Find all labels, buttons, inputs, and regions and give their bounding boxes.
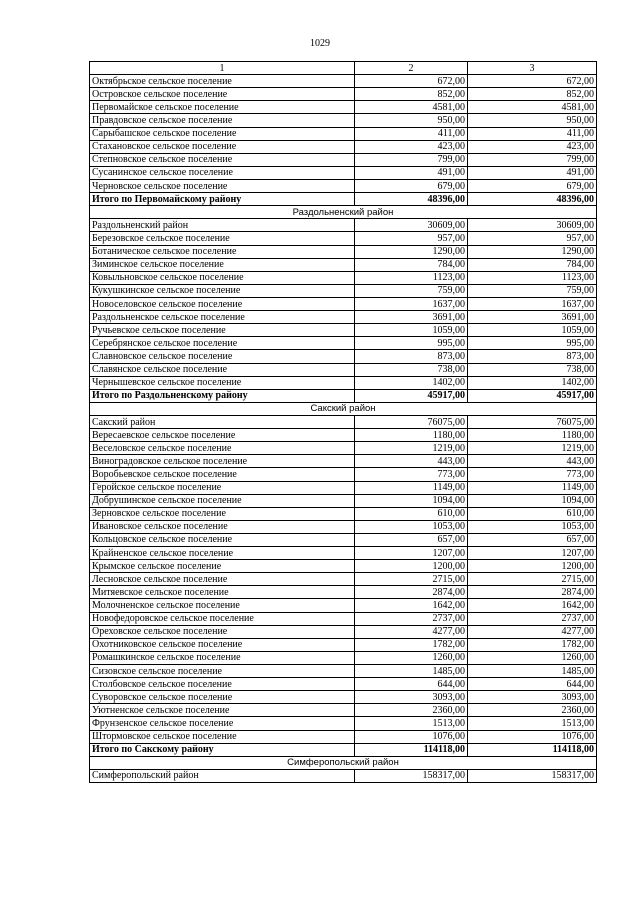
value-col-3: 3093,00 <box>468 691 597 704</box>
settlement-name: Кукушкинское сельское поселение <box>90 284 355 297</box>
settlement-name: Серебрянское сельское поселение <box>90 337 355 350</box>
table-row <box>90 311 597 324</box>
value-col-3: 852,00 <box>468 88 597 101</box>
settlement-name: Островское сельское поселение <box>90 88 355 101</box>
table-row <box>90 271 597 284</box>
value-col-2: 1260,00 <box>355 651 468 664</box>
value-col-2: 679,00 <box>355 179 468 192</box>
section-title: Симферопольский район <box>90 756 597 769</box>
settlement-name: Зиминское сельское поселение <box>90 258 355 271</box>
settlement-name: Ореховское сельское поселение <box>90 625 355 638</box>
section-header-row <box>90 206 597 219</box>
value-col-2: 873,00 <box>355 350 468 363</box>
value-col-3: 1094,00 <box>468 494 597 507</box>
value-col-3: 873,00 <box>468 350 597 363</box>
column-header: 3 <box>468 62 597 75</box>
table-row <box>90 468 597 481</box>
settlement-name: Ковыльновское сельское поселение <box>90 271 355 284</box>
table-row <box>90 140 597 153</box>
settlement-name: Вересаевское сельское поселение <box>90 429 355 442</box>
total-label: Итого по Первомайскому району <box>90 193 355 206</box>
value-col-3: 679,00 <box>468 179 597 192</box>
value-col-2: 773,00 <box>355 468 468 481</box>
value-col-2: 2874,00 <box>355 586 468 599</box>
settlement-name: Столбовское сельское поселение <box>90 678 355 691</box>
table-row <box>90 507 597 520</box>
settlement-name: Славянское сельское поселение <box>90 363 355 376</box>
total-value-col-3: 114118,00 <box>468 743 597 756</box>
value-col-3: 1637,00 <box>468 297 597 310</box>
column-header: 1 <box>90 62 355 75</box>
table-row <box>90 612 597 625</box>
table-row <box>90 717 597 730</box>
settlement-name: Раздольненское сельское поселение <box>90 311 355 324</box>
section-title: Сакский район <box>90 402 597 415</box>
value-col-2: 1485,00 <box>355 665 468 678</box>
value-col-2: 799,00 <box>355 153 468 166</box>
value-col-2: 610,00 <box>355 507 468 520</box>
value-col-3: 30609,00 <box>468 219 597 232</box>
value-col-3: 1053,00 <box>468 520 597 533</box>
table-row <box>90 297 597 310</box>
table-row <box>90 101 597 114</box>
value-col-2: 1637,00 <box>355 297 468 310</box>
table-row <box>90 179 597 192</box>
table-row <box>90 153 597 166</box>
settlement-name: Новофедоровское сельское поселение <box>90 612 355 625</box>
budget-table <box>89 61 597 783</box>
value-col-3: 2715,00 <box>468 573 597 586</box>
value-col-2: 1290,00 <box>355 245 468 258</box>
value-col-2: 852,00 <box>355 88 468 101</box>
value-col-2: 657,00 <box>355 533 468 546</box>
value-col-2: 1076,00 <box>355 730 468 743</box>
value-col-2: 3691,00 <box>355 311 468 324</box>
value-col-3: 799,00 <box>468 153 597 166</box>
settlement-name: Кольцовское сельское поселение <box>90 533 355 546</box>
section-header-row <box>90 402 597 415</box>
settlement-name: Чернышевское сельское поселение <box>90 376 355 389</box>
total-value-col-2: 45917,00 <box>355 389 468 402</box>
settlement-name: Воробьевское сельское поселение <box>90 468 355 481</box>
total-value-col-3: 45917,00 <box>468 389 597 402</box>
settlement-name: Виноградовское сельское поселение <box>90 455 355 468</box>
settlement-name: Симферопольский район <box>90 769 355 782</box>
value-col-3: 1200,00 <box>468 560 597 573</box>
table-row <box>90 442 597 455</box>
value-col-2: 411,00 <box>355 127 468 140</box>
page-number: 1029 <box>310 38 330 49</box>
value-col-2: 3093,00 <box>355 691 468 704</box>
value-col-2: 672,00 <box>355 75 468 88</box>
value-col-3: 1180,00 <box>468 429 597 442</box>
table-row <box>90 245 597 258</box>
value-col-3: 1513,00 <box>468 717 597 730</box>
settlement-name: Ромашкинское сельское поселение <box>90 651 355 664</box>
table-row <box>90 284 597 297</box>
settlement-name: Раздольненский район <box>90 219 355 232</box>
value-col-2: 491,00 <box>355 166 468 179</box>
table-row <box>90 560 597 573</box>
table-row <box>90 363 597 376</box>
value-col-2: 784,00 <box>355 258 468 271</box>
table-row <box>90 769 597 782</box>
value-col-3: 2737,00 <box>468 612 597 625</box>
table-row <box>90 586 597 599</box>
value-col-3: 1149,00 <box>468 481 597 494</box>
section-header-row <box>90 756 597 769</box>
table-row <box>90 625 597 638</box>
value-col-2: 759,00 <box>355 284 468 297</box>
table-row <box>90 730 597 743</box>
table-row <box>90 481 597 494</box>
table-row <box>90 88 597 101</box>
value-col-3: 1485,00 <box>468 665 597 678</box>
settlement-name: Новоселовское сельское поселение <box>90 297 355 310</box>
value-col-2: 995,00 <box>355 337 468 350</box>
value-col-3: 773,00 <box>468 468 597 481</box>
column-header-row <box>90 62 597 75</box>
settlement-name: Березовское сельское поселение <box>90 232 355 245</box>
value-col-2: 738,00 <box>355 363 468 376</box>
table-row <box>90 324 597 337</box>
settlement-name: Сусанинское сельское поселение <box>90 166 355 179</box>
settlement-name: Ручьевское сельское поселение <box>90 324 355 337</box>
table-row <box>90 350 597 363</box>
table-body <box>90 62 597 783</box>
table-row <box>90 547 597 560</box>
table-row <box>90 533 597 546</box>
table-row <box>90 376 597 389</box>
settlement-name: Лесновское сельское поселение <box>90 573 355 586</box>
table-row <box>90 258 597 271</box>
settlement-name: Сакский район <box>90 415 355 428</box>
table-row <box>90 520 597 533</box>
value-col-2: 158317,00 <box>355 769 468 782</box>
value-col-3: 4581,00 <box>468 101 597 114</box>
table-row <box>90 75 597 88</box>
value-col-3: 1782,00 <box>468 638 597 651</box>
value-col-3: 1219,00 <box>468 442 597 455</box>
total-label: Итого по Раздольненскому району <box>90 389 355 402</box>
value-col-2: 644,00 <box>355 678 468 691</box>
settlement-name: Октябрьское сельское поселение <box>90 75 355 88</box>
table-row <box>90 232 597 245</box>
value-col-2: 1149,00 <box>355 481 468 494</box>
value-col-3: 644,00 <box>468 678 597 691</box>
value-col-2: 423,00 <box>355 140 468 153</box>
value-col-3: 738,00 <box>468 363 597 376</box>
value-col-3: 1059,00 <box>468 324 597 337</box>
value-col-2: 957,00 <box>355 232 468 245</box>
value-col-3: 1076,00 <box>468 730 597 743</box>
value-col-2: 1402,00 <box>355 376 468 389</box>
value-col-2: 1207,00 <box>355 547 468 560</box>
settlement-name: Крайненское сельское поселение <box>90 547 355 560</box>
value-col-3: 995,00 <box>468 337 597 350</box>
value-col-3: 1207,00 <box>468 547 597 560</box>
table-row <box>90 429 597 442</box>
total-value-col-2: 48396,00 <box>355 193 468 206</box>
value-col-3: 672,00 <box>468 75 597 88</box>
value-col-2: 1782,00 <box>355 638 468 651</box>
value-col-3: 759,00 <box>468 284 597 297</box>
settlement-name: Крымское сельское поселение <box>90 560 355 573</box>
value-col-3: 610,00 <box>468 507 597 520</box>
value-col-2: 2715,00 <box>355 573 468 586</box>
settlement-name: Митяевское сельское поселение <box>90 586 355 599</box>
value-col-2: 443,00 <box>355 455 468 468</box>
value-col-3: 491,00 <box>468 166 597 179</box>
table-row <box>90 651 597 664</box>
value-col-2: 2737,00 <box>355 612 468 625</box>
value-col-2: 1200,00 <box>355 560 468 573</box>
settlement-name: Уютненское сельское поселение <box>90 704 355 717</box>
settlement-name: Фрунзенское сельское поселение <box>90 717 355 730</box>
table-row <box>90 455 597 468</box>
settlement-name: Славновское сельское поселение <box>90 350 355 363</box>
value-col-3: 4277,00 <box>468 625 597 638</box>
value-col-2: 4277,00 <box>355 625 468 638</box>
settlement-name: Зерновское сельское поселение <box>90 507 355 520</box>
settlement-name: Стахановское сельское поселение <box>90 140 355 153</box>
table-row <box>90 337 597 350</box>
value-col-3: 1402,00 <box>468 376 597 389</box>
value-col-2: 1219,00 <box>355 442 468 455</box>
value-col-3: 3691,00 <box>468 311 597 324</box>
column-header: 2 <box>355 62 468 75</box>
table-row <box>90 691 597 704</box>
table-row <box>90 127 597 140</box>
value-col-3: 411,00 <box>468 127 597 140</box>
settlement-name: Черновское сельское поселение <box>90 179 355 192</box>
settlement-name: Сизовское сельское поселение <box>90 665 355 678</box>
table-row <box>90 415 597 428</box>
table-row <box>90 219 597 232</box>
value-col-2: 1180,00 <box>355 429 468 442</box>
settlement-name: Правдовское сельское поселение <box>90 114 355 127</box>
settlement-name: Геройское сельское поселение <box>90 481 355 494</box>
table-row <box>90 166 597 179</box>
settlement-name: Первомайское сельское поселение <box>90 101 355 114</box>
table-row <box>90 678 597 691</box>
value-col-2: 1642,00 <box>355 599 468 612</box>
total-row <box>90 389 597 402</box>
value-col-3: 423,00 <box>468 140 597 153</box>
total-value-col-2: 114118,00 <box>355 743 468 756</box>
settlement-name: Добрушинское сельское поселение <box>90 494 355 507</box>
total-row <box>90 743 597 756</box>
settlement-name: Сарыбашское сельское поселение <box>90 127 355 140</box>
settlement-name: Степновское сельское поселение <box>90 153 355 166</box>
value-col-2: 4581,00 <box>355 101 468 114</box>
settlement-name: Молочненское сельское поселение <box>90 599 355 612</box>
value-col-3: 657,00 <box>468 533 597 546</box>
value-col-3: 158317,00 <box>468 769 597 782</box>
value-col-2: 1123,00 <box>355 271 468 284</box>
value-col-3: 957,00 <box>468 232 597 245</box>
value-col-2: 1513,00 <box>355 717 468 730</box>
value-col-3: 2360,00 <box>468 704 597 717</box>
total-row <box>90 193 597 206</box>
table-row <box>90 114 597 127</box>
value-col-2: 2360,00 <box>355 704 468 717</box>
table-row <box>90 638 597 651</box>
total-value-col-3: 48396,00 <box>468 193 597 206</box>
value-col-2: 950,00 <box>355 114 468 127</box>
value-col-2: 1059,00 <box>355 324 468 337</box>
table-row <box>90 573 597 586</box>
value-col-2: 1053,00 <box>355 520 468 533</box>
value-col-3: 443,00 <box>468 455 597 468</box>
value-col-3: 1260,00 <box>468 651 597 664</box>
value-col-2: 30609,00 <box>355 219 468 232</box>
settlement-name: Ивановское сельское поселение <box>90 520 355 533</box>
value-col-2: 76075,00 <box>355 415 468 428</box>
settlement-name: Ботаническое сельское поселение <box>90 245 355 258</box>
settlement-name: Охотниковское сельское поселение <box>90 638 355 651</box>
value-col-3: 1290,00 <box>468 245 597 258</box>
value-col-3: 1642,00 <box>468 599 597 612</box>
table-row <box>90 665 597 678</box>
settlement-name: Суворовское сельское поселение <box>90 691 355 704</box>
value-col-3: 2874,00 <box>468 586 597 599</box>
total-label: Итого по Сакскому району <box>90 743 355 756</box>
value-col-3: 76075,00 <box>468 415 597 428</box>
settlement-name: Веселовское сельское поселение <box>90 442 355 455</box>
table-row <box>90 599 597 612</box>
table-row <box>90 494 597 507</box>
section-title: Раздольненский район <box>90 206 597 219</box>
table-row <box>90 704 597 717</box>
value-col-3: 1123,00 <box>468 271 597 284</box>
value-col-3: 950,00 <box>468 114 597 127</box>
settlement-name: Штормовское сельское поселение <box>90 730 355 743</box>
value-col-2: 1094,00 <box>355 494 468 507</box>
value-col-3: 784,00 <box>468 258 597 271</box>
